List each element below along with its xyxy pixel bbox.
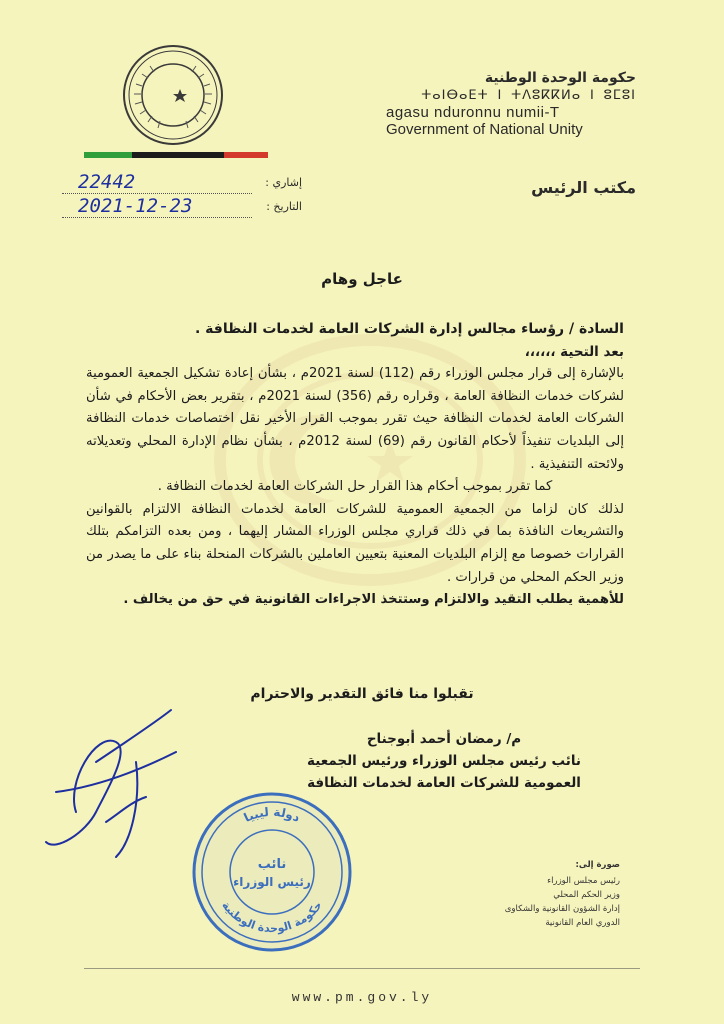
official-stamp bbox=[190, 790, 354, 954]
government-emblem bbox=[122, 44, 224, 146]
copy-recipient: رئيس مجلس الوزراء bbox=[547, 876, 620, 886]
letter-addressee: السادة / رؤساء مجالس إدارة الشركات العامة لخدمات النظافة . bbox=[194, 321, 624, 337]
flag-color-bar bbox=[84, 152, 268, 158]
flag-bar-black bbox=[132, 152, 176, 158]
stamp-center-line-2: رئيس الوزراء bbox=[233, 875, 311, 889]
letter-body bbox=[86, 318, 624, 612]
letter-paragraph-3: لذلك كان لزاما من الجمعية العمومية للشركات العامة لخدمات النظافة الالتزام بالقوانين والتشريعات النافذة بما في ذلك قراري مجلس الوزراء المشار إليهما ، ومن بعده التزامكم بتلك القرارات خصوصا مع إلزام البلديات المعنية بتعيين العاملين بالشركات المنحلة بناء على ما يصدر من وزير الحكم المحلي من قرارات . bbox=[86, 501, 624, 585]
stamp-center-line-1: نائب bbox=[257, 857, 287, 872]
copies-title: صورة إلى: bbox=[575, 860, 620, 870]
copy-recipient: الدوري العام القانونية bbox=[545, 918, 620, 928]
copies-list bbox=[500, 858, 620, 930]
letter-paragraph-4: للأهمية يطلب التقيد والالتزام وستتخذ الاجراءات القانونية في حق من يخالف . bbox=[123, 592, 624, 608]
copy-recipient: إدارة الشؤون القانونية والشكاوى bbox=[504, 904, 620, 914]
stamp-bottom-text: حكومة الوحدة الوطنية bbox=[219, 898, 325, 936]
reference-number: 22442 bbox=[62, 171, 252, 194]
date-value: 2021-12-23 bbox=[62, 195, 252, 218]
signatory-name: م/ رمضان أحمد أبوجناح bbox=[366, 731, 522, 747]
reference-block bbox=[62, 170, 302, 218]
office-label: مكتب الرئيس bbox=[531, 178, 636, 197]
stamp-top-text: دولة ليبيا bbox=[241, 804, 303, 825]
flag-bar-green bbox=[84, 152, 132, 158]
urgent-heading: عاجل وهام bbox=[321, 270, 403, 288]
footer-website: www.pm.gov.ly bbox=[291, 990, 433, 1005]
date-label: التاريخ : bbox=[266, 199, 302, 213]
date-row bbox=[62, 194, 302, 218]
reference-label: إشاري : bbox=[265, 175, 302, 189]
copy-recipient: وزير الحكم المحلي bbox=[553, 890, 620, 900]
header-tifinagh-name: ⵜⴰⵏⴱⴰⴹⵜ ⵏ ⵜⴷⵓⴽⴽⵍⴰ ⵏ ⵓⵎⵓⵏ bbox=[421, 88, 636, 103]
flag-bar-red bbox=[224, 152, 268, 158]
letter-paragraph-1: بالإشارة إلى قرار مجلس الوزراء رقم (112) لسنة 2021م ، بشأن إعادة تشكيل الجمعية العمومية لشركات خدمات النظافة العامة ، وقراره رقم (356) لسنة 2021م ، بتقرير بعض الأحكام في شأن الشركات العامة لخدمات النظافة حيث تقرر بموجب القرار الأخير نقل اختصاصات خدمات النظافة إلى البلديات تنفيذاً لأحكام القانون رقم (69) لسنة 2012م ، بشأن نظام الإدارة المحلي وتعديلاته ولائحته التنفيذية . bbox=[86, 366, 624, 472]
handwritten-signature bbox=[36, 702, 186, 862]
header-amazigh-name: agasu nduronnu numii-T bbox=[386, 104, 560, 121]
signature-block bbox=[284, 728, 604, 794]
signatory-title-2: العمومية للشركات العامة لخدمات النظافة bbox=[307, 775, 581, 791]
footer-divider bbox=[84, 968, 640, 969]
letter-paragraph-2: كما تقرر بموجب أحكام هذا القرار حل الشركات العامة لخدمات النظافة . bbox=[157, 479, 553, 495]
signatory-title-1: نائب رئيس مجلس الوزراء ورئيس الجمعية bbox=[307, 753, 581, 769]
header-english-name: Government of National Unity bbox=[386, 121, 583, 138]
letter-closing: تقبلوا منا فائق التقدير والاحترام bbox=[250, 686, 474, 702]
letter-greeting: بعد التحية ،،،،،، bbox=[524, 343, 624, 360]
flag-bar-black-2 bbox=[176, 152, 224, 158]
reference-row bbox=[62, 170, 302, 194]
government-header bbox=[386, 70, 636, 138]
header-arabic-name: حكومة الوحدة الوطنية bbox=[484, 70, 636, 86]
